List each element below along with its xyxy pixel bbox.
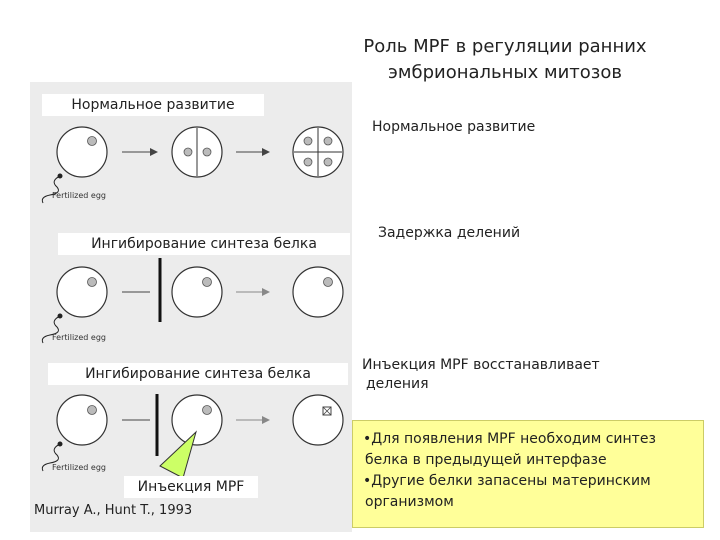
row3-injected-egg	[172, 395, 222, 445]
row2-label: Ингибирование синтеза белка	[58, 233, 350, 255]
row3-dividing-egg	[293, 395, 343, 445]
info-box-line1: •Для появления MPF необходим синтез	[363, 431, 656, 447]
slide-title-line2: эмбриональных митозов	[388, 62, 622, 83]
row1-two-cell-embryo	[172, 127, 222, 177]
row1-note: Нормальное развитие	[372, 119, 536, 135]
slide-title-line1: Роль MPF в регуляции ранних	[363, 36, 647, 57]
row2-fertilized-egg-label: Fertilized egg	[52, 333, 106, 342]
info-box-line4: организмом	[365, 494, 454, 510]
row3-note-line2: деления	[366, 376, 429, 392]
row3-arrow-2	[236, 416, 270, 424]
row3-note-line1: Инъекция MPF восстанавливает	[362, 357, 600, 373]
info-box-line3: •Другие белки запасены материнским	[363, 473, 651, 489]
row2-zygote	[42, 267, 107, 343]
row3-fertilized-egg-label: Fertilized egg	[52, 463, 106, 472]
row3-label: Ингибирование синтеза белка	[48, 363, 348, 385]
row2-note: Задержка делений	[378, 225, 521, 241]
row1-arrow-2	[236, 148, 270, 156]
info-box-line2: белка в предыдущей интерфазе	[365, 452, 607, 468]
citation: Murray A., Hunt T., 1993	[34, 503, 193, 518]
row1-arrow-1	[122, 148, 158, 156]
injection-label: Инъекция MPF	[124, 476, 258, 498]
row2-arrow-2	[236, 288, 270, 296]
row3-zygote	[42, 395, 107, 471]
injection-pointer	[160, 432, 196, 478]
row1-four-cell-embryo	[293, 127, 343, 177]
row1-label: Нормальное развитие	[42, 94, 264, 116]
row3-note	[362, 356, 600, 394]
row2-arrested-egg	[172, 267, 222, 317]
row2-final-egg	[293, 267, 343, 317]
row1-fertilized-egg-label: Fertilized egg	[52, 191, 106, 200]
info-box	[352, 420, 704, 528]
